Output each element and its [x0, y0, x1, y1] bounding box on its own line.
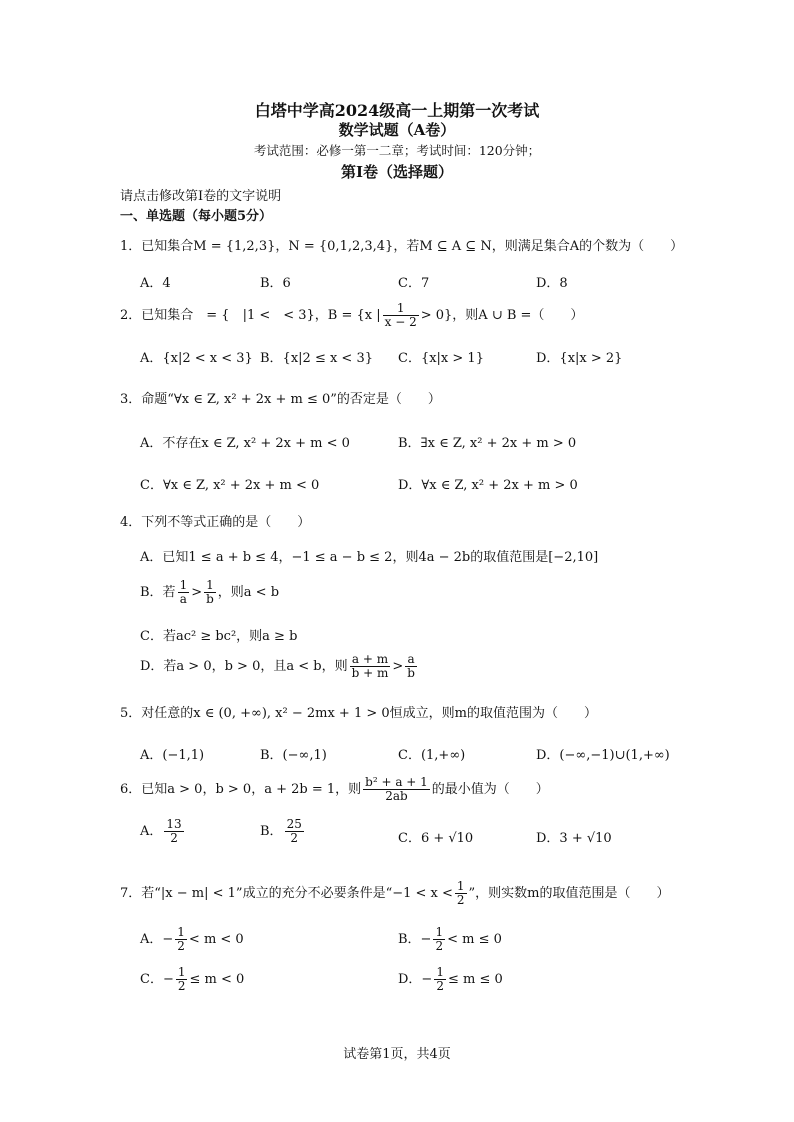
q6-frac-den: 2ab [385, 789, 408, 803]
q5-option-a: A．(−1,1) [140, 748, 205, 763]
q7-option-c [140, 966, 244, 993]
q6-fraction [363, 776, 430, 803]
q2-frac-den: x − 2 [384, 315, 417, 329]
q4-d-gt: > [392, 659, 404, 674]
q6-a-den: 2 [170, 831, 178, 845]
q4-option-a: A．已知1 ≤ a + b ≤ 4，−1 ≤ a − b ≤ 2，则4a − 2b的取值范围是[−2,10] [140, 550, 599, 565]
q1-option-b: B．6 [260, 276, 291, 291]
part-heading: 第Ⅰ卷（选择题） [340, 163, 454, 181]
q4-b-gt: > [191, 585, 203, 600]
q7-option-a [140, 926, 244, 953]
q7-c-prefix: C．− [140, 972, 174, 987]
q7-frac-den: 2 [456, 893, 465, 907]
page-footer: 试卷第1页，共4页 [343, 1047, 451, 1062]
q3-stem: 3．命题“∀x ∈ Z, x² + 2x + m ≤ 0”的否定是（ ） [120, 392, 441, 407]
q4-d-frac2 [405, 653, 417, 680]
q4-option-b [140, 579, 279, 606]
q6-option-d: D．3 + √10 [536, 831, 612, 846]
q2-option-c: C．{x|x > 1} [398, 351, 484, 366]
q2-frac-num: 1 [383, 302, 419, 316]
q4-b-suffix: ，则a < b [217, 585, 280, 600]
q7-d-den: 2 [436, 979, 444, 993]
q6-option-b [260, 818, 306, 845]
q5-option-b: B．(−∞,1) [260, 748, 327, 763]
q7-c-den: 2 [177, 979, 186, 993]
q4-d-frac1-num: a + m [350, 653, 391, 667]
q6-a-num: 13 [166, 817, 182, 831]
q7-stem [120, 880, 670, 907]
q4-d-frac1-den: b + m [351, 666, 389, 680]
q7-b-den: 2 [435, 939, 444, 953]
q3-option-b: B．∃x ∈ Z, x² + 2x + m > 0 [398, 436, 577, 451]
section-heading: 一、单选题（每小题5分） [120, 209, 273, 224]
q7-b-suffix: < m ≤ 0 [447, 932, 502, 947]
q4-b-frac1 [178, 579, 190, 606]
q2-fraction [383, 302, 419, 329]
exam-title: 白塔中学高2024级高一上期第一次考试 [254, 101, 540, 120]
q4-d-frac2-num: a [405, 653, 417, 667]
q6-option-c: C．6 + √10 [398, 831, 474, 846]
q6-stem-a: 6．已知a > 0，b > 0，a + 2b = 1，则 [120, 782, 362, 797]
q5-stem: 5．对任意的x ∈ (0, +∞), x² − 2mx + 1 > 0恒成立，则m的取值范围为（ ） [120, 706, 597, 721]
q7-a-num: 1 [177, 925, 185, 939]
q7-d-num: 1 [436, 965, 444, 979]
q7-a-suffix: < m < 0 [188, 932, 244, 947]
q4-b-frac2-den: b [206, 592, 214, 606]
q7-c-frac [176, 966, 188, 993]
q7-b-prefix: B．− [398, 932, 432, 947]
q4-option-c: C．若ac² ≥ bc²，则a ≥ b [140, 629, 298, 644]
q1-option-d: D．8 [536, 276, 568, 291]
q7-stem-a: 7．若“|x − m| < 1”成立的充分不必要条件是“−1 < x < [120, 886, 453, 901]
exam-info: 考试范围：必修一第一二章；考试时间：120分钟； [253, 143, 541, 158]
q1-option-a: A．4 [140, 276, 171, 291]
q6-stem [120, 776, 549, 803]
q7-b-frac [433, 926, 445, 953]
q6-frac-num: b² + a + 1 [365, 775, 428, 789]
q7-a-frac [175, 926, 187, 953]
q2-stem-a: 2．已知集合 = { |1 < < 3}，B = {x | [120, 308, 381, 323]
q1-stem: 1．已知集合M = {1,2,3}，N = {0,1,2,3,4}，若M ⊆ A ⊆ N，则满足集合A的个数为（ ） [120, 239, 684, 254]
q6-b-frac [285, 818, 304, 845]
q7-b-num: 1 [435, 925, 444, 939]
q2-option-b: B．{x|2 ≤ x < 3} [260, 351, 373, 366]
q7-frac-num: 1 [456, 879, 465, 893]
q5-option-c: C．(1,+∞) [398, 748, 466, 763]
q7-stem-b: ”，则实数m的取值范围是（ ） [468, 886, 670, 901]
q7-c-suffix: ≤ m < 0 [189, 972, 245, 987]
q2-stem [120, 302, 583, 329]
q7-a-den: 2 [177, 939, 185, 953]
q7-a-prefix: A．− [140, 932, 174, 947]
q6-a-letter: A． [140, 824, 163, 839]
q7-option-b [398, 926, 502, 953]
exam-subtitle: 数学试题（A卷） [338, 121, 456, 139]
q4-d-frac1 [350, 653, 391, 680]
q4-b-frac1-den: a [179, 592, 187, 606]
q3-option-d: D．∀x ∈ Z, x² + 2x + m > 0 [398, 478, 578, 493]
q6-b-num: 25 [286, 817, 302, 831]
q3-option-c: C．∀x ∈ Z, x² + 2x + m < 0 [140, 478, 320, 493]
q7-c-num: 1 [177, 965, 186, 979]
q4-b-prefix: B．若 [140, 585, 176, 600]
q1-option-c: C．7 [398, 276, 430, 291]
q3-option-a: A．不存在x ∈ Z, x² + 2x + m < 0 [140, 436, 350, 451]
q4-b-frac1-num: 1 [179, 578, 188, 592]
q7-d-frac [434, 966, 446, 993]
q7-option-d [398, 966, 503, 993]
q4-stem: 4．下列不等式正确的是（ ） [120, 515, 311, 530]
q6-b-den: 2 [290, 831, 299, 845]
q4-b-frac2 [204, 579, 216, 606]
q6-b-letter: B． [260, 824, 283, 839]
q4-b-frac2-num: 1 [204, 579, 216, 593]
q2-option-d: D．{x|x > 2} [536, 351, 623, 366]
q7-d-suffix: ≤ m ≤ 0 [447, 972, 503, 987]
q6-a-frac [164, 818, 183, 845]
edit-note: 请点击修改第Ⅰ卷的文字说明 [120, 189, 282, 204]
q4-option-d [140, 653, 419, 680]
q4-d-prefix: D．若a > 0，b > 0，且a < b，则 [140, 659, 348, 674]
q2-stem-b: > 0}，则A ∪ B =（ ） [420, 308, 584, 323]
q2-option-a: A．{x|2 < x < 3} [140, 351, 253, 366]
q4-d-frac2-den: b [407, 666, 415, 680]
q6-stem-b: 的最小值为（ ） [431, 782, 549, 797]
q7-fraction [455, 880, 467, 907]
q7-d-prefix: D．− [398, 972, 433, 987]
q5-option-d: D．(−∞,−1)∪(1,+∞) [536, 748, 670, 763]
q6-option-a [140, 818, 186, 845]
